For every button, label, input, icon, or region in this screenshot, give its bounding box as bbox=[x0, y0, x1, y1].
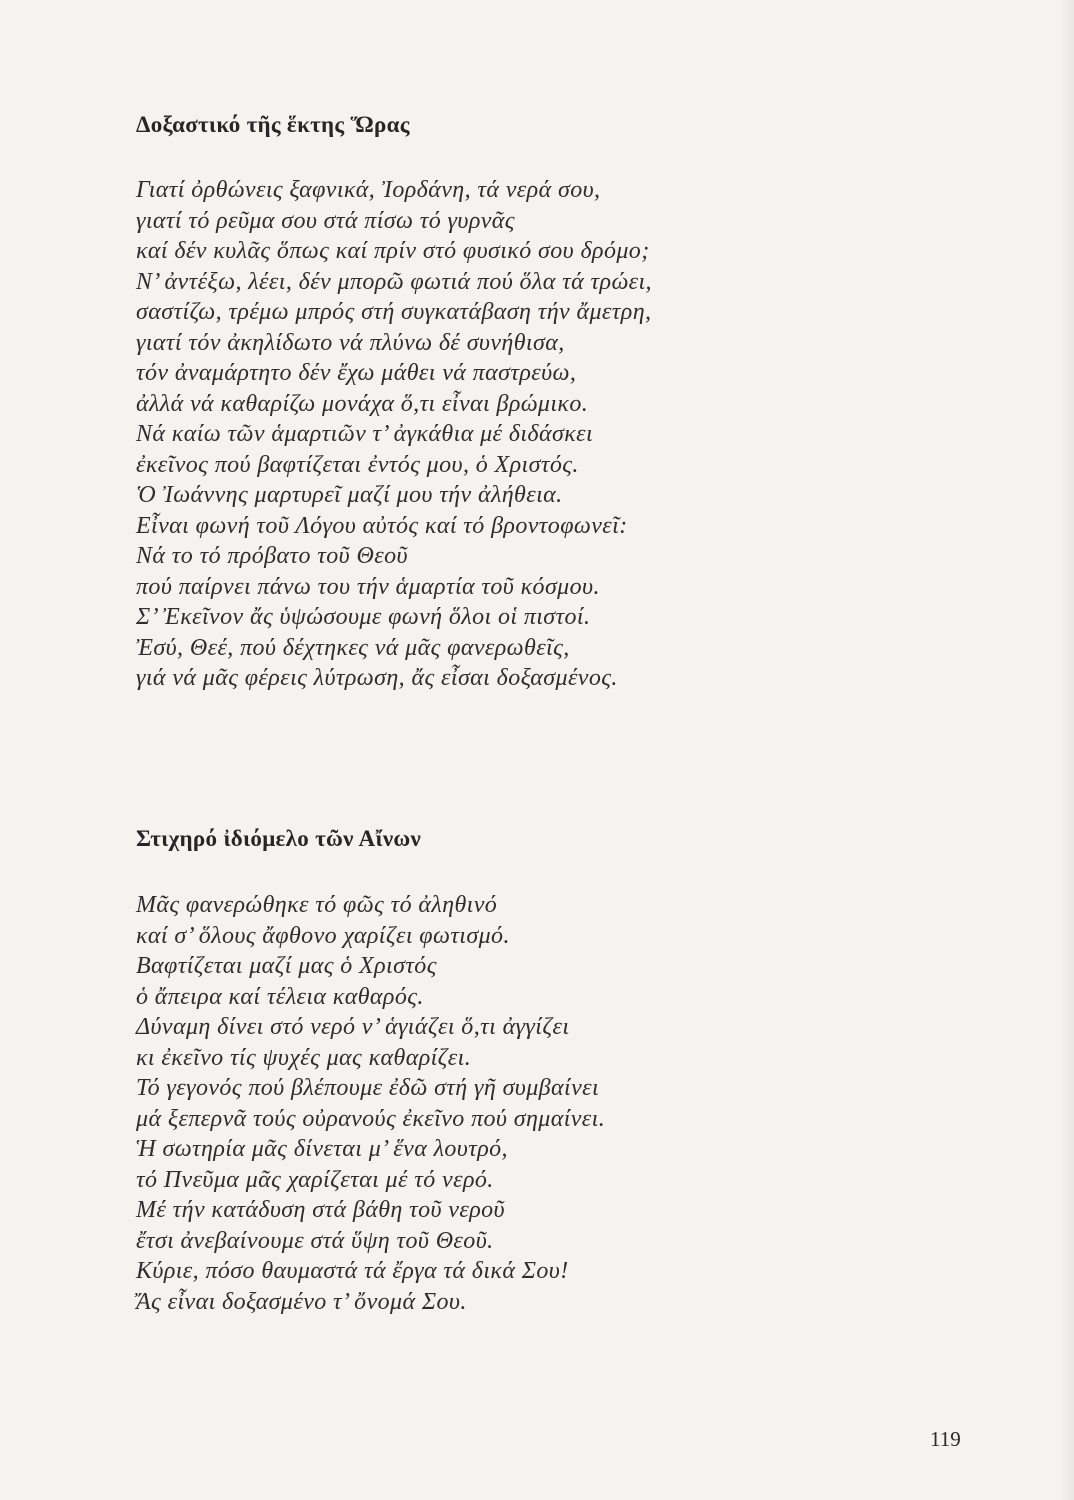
poem-line: Ἐσύ, Θεέ, πού δέχτηκες νά μᾶς φανερωθεῖς, bbox=[136, 634, 570, 661]
poem-line: ἐκεῖνος πού βαφτίζεται ἐντός μου, ὁ Χριστός. bbox=[136, 451, 579, 478]
poem-line: Τό γεγονός πού βλέπουμε ἐδῶ στή γῆ συμβαίνει bbox=[136, 1075, 600, 1101]
poem-line: Ἄς εἶναι δοξασμένο τ’ ὄνομά Σου. bbox=[136, 1288, 467, 1315]
poem-line: Σ’ Ἐκεῖνον ἄς ὑψώσουμε φωνή ὅλοι οἱ πιστοί. bbox=[136, 604, 591, 630]
poem-line: γιά νά μᾶς φέρεις λύτρωση, ἄς εἶσαι δοξασμένος. bbox=[136, 665, 618, 691]
poem-line: Μέ τήν κατάδυση στά βάθη τοῦ νεροῦ bbox=[136, 1197, 505, 1223]
section-title: Στιχηρό ἰδιόμελο τῶν Αἴνων bbox=[136, 826, 422, 851]
page-number: 119 bbox=[930, 1427, 961, 1451]
poem-line: Δύναμη δίνει στό νερό ν’ ἁγιάζει ὅ,τι ἀγγίζει bbox=[136, 1014, 570, 1040]
poem-line: καί σ’ ὅλους ἄφθονο χαρίζει φωτισμό. bbox=[136, 922, 510, 949]
poem-line: Νά καίω τῶν ἁμαρτιῶν τ’ ἀγκάθια μέ διδάσκει bbox=[136, 421, 594, 447]
poem-line: γιατί τόν ἀκηλίδωτο νά πλύνω δέ συνήθισα, bbox=[136, 329, 565, 356]
poem-line: Ν’ ἀντέξω, λέει, δέν μπορῶ φωτιά πού ὅλα τά τρώει, bbox=[136, 268, 652, 295]
poem-line: Νά το τό πρόβατο τοῦ Θεοῦ bbox=[136, 543, 408, 569]
poem-line: ἀλλά νά καθαρίζω μονάχα ὅ,τι εἶναι βρώμικο. bbox=[136, 390, 589, 417]
poem-line: Μᾶς φανερώθηκε τό φῶς τό ἀληθινό bbox=[136, 892, 498, 918]
poem-line: Ὁ Ἰωάννης μαρτυρεῖ μαζί μου τήν ἀλήθεια. bbox=[136, 482, 563, 508]
poem-line: καί δέν κυλᾶς ὅπως καί πρίν στό φυσικό σου δρόμο; bbox=[136, 238, 650, 264]
poem-line: Γιατί ὀρθώνεις ξαφνικά, Ἰορδάνη, τά νερά σου, bbox=[136, 177, 601, 203]
poem-line: Ἡ σωτηρία μᾶς δίνεται μ’ ἕνα λουτρό, bbox=[136, 1136, 508, 1162]
poem-line: Βαφτίζεται μαζί μας ὁ Χριστός bbox=[136, 953, 437, 979]
poem-doxastiko bbox=[136, 175, 652, 694]
poem-line: ἔτσι ἀνεβαίνουμε στά ὕψη τοῦ Θεοῦ. bbox=[136, 1227, 494, 1254]
poem-stichiro bbox=[136, 890, 605, 1317]
poem-line: Εἶναι φωνή τοῦ Λόγου αὐτός καί τό βροντοφωνεῖ: bbox=[136, 512, 628, 539]
poem-line: σαστίζω, τρέμω μπρός στή συγκατάβαση τήν ἄμετρη, bbox=[136, 299, 652, 325]
poem-line: τό Πνεῦμα μᾶς χαρίζεται μέ τό νερό. bbox=[136, 1166, 494, 1193]
poem-line: γιατί τό ρεῦμα σου στά πίσω τό γυρνᾶς bbox=[136, 207, 515, 234]
page-edge-shadow bbox=[1060, 0, 1074, 1500]
poem-line: τόν ἀναμάρτητο δέν ἔχω μάθει νά παστρεύω, bbox=[136, 360, 577, 386]
section-title: Δοξαστικό τῆς ἕκτης Ὥρας bbox=[136, 112, 410, 137]
poem-line: κι ἐκεῖνο τίς ψυχές μας καθαρίζει. bbox=[136, 1044, 472, 1071]
poem-line: μά ξεπερνᾶ τούς οὐρανούς ἐκεῖνο πού σημαίνει. bbox=[136, 1105, 606, 1132]
poem-line: πού παίρνει πάνω του τήν ἁμαρτία τοῦ κόσμου. bbox=[136, 573, 600, 600]
poem-line: ὁ ἄπειρα καί τέλεια καθαρός. bbox=[136, 983, 424, 1010]
poem-line: Κύριε, πόσο θαυμαστά τά ἔργα τά δικά Σου! bbox=[136, 1258, 569, 1284]
